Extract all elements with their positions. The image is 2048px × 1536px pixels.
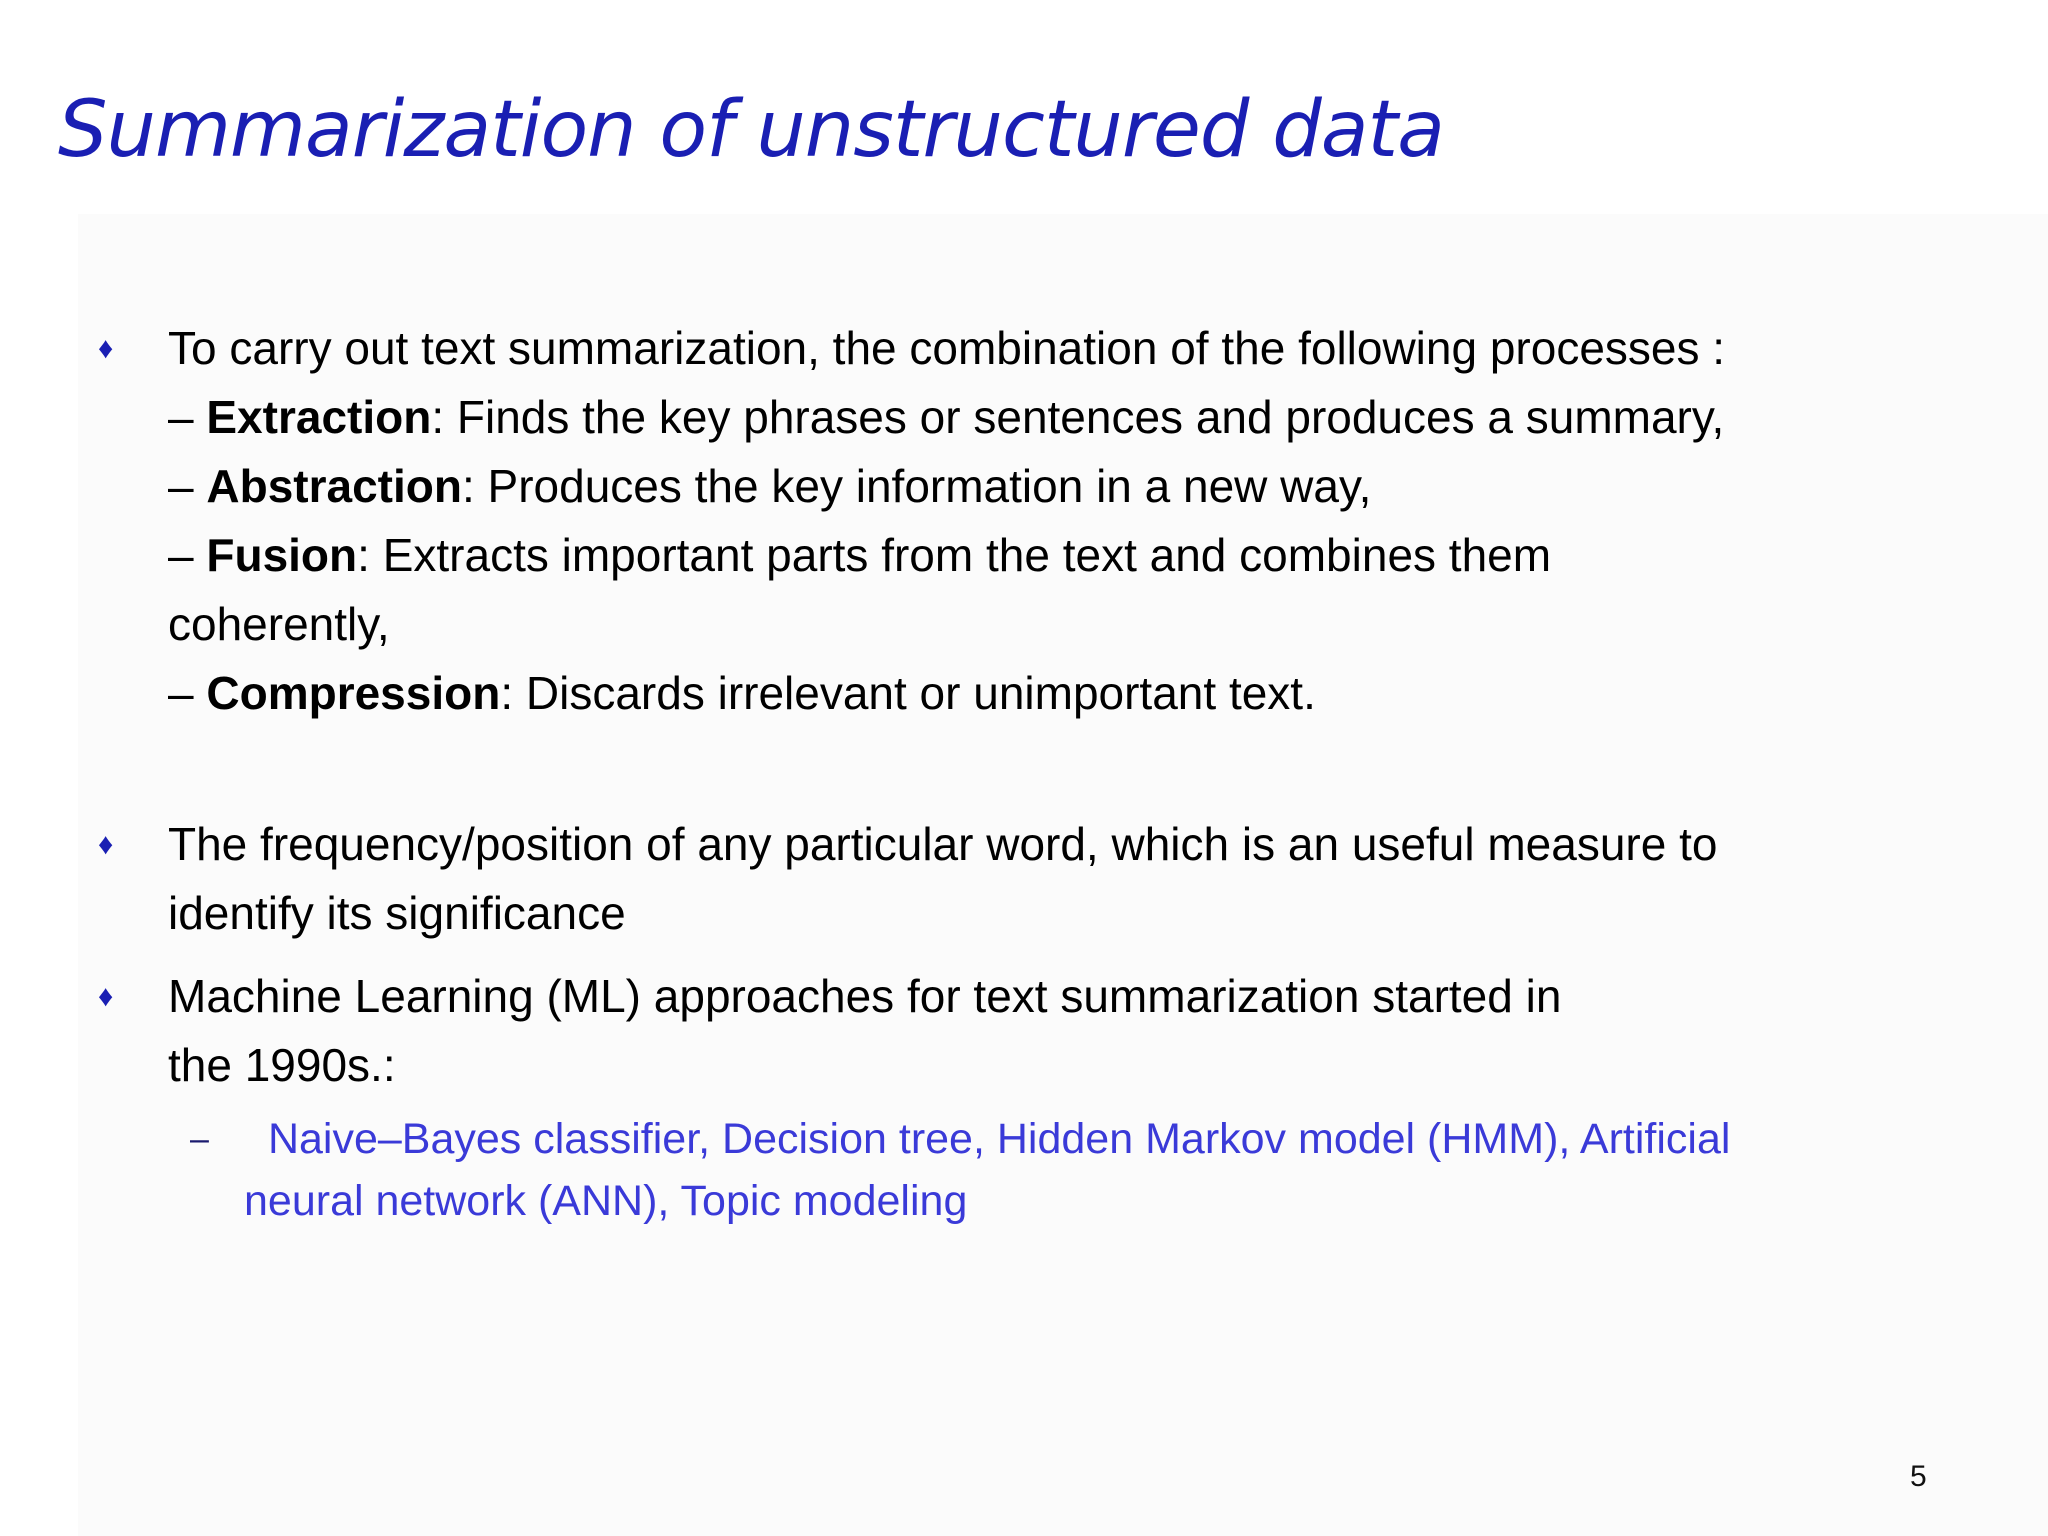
process-item-compression — [168, 659, 1998, 728]
bullet-text — [168, 810, 1998, 948]
bullet-line: identify its significance — [168, 887, 626, 939]
dash-marker: – — [168, 529, 207, 581]
process-term: Compression — [206, 667, 501, 719]
process-term: Extraction — [206, 391, 432, 443]
process-description: : Extracts important parts from the text and combines them — [357, 529, 1552, 581]
bullet-line: The frequency/position of any particular word, which is an useful measure to — [168, 818, 1718, 870]
dash-marker: – — [168, 667, 207, 719]
slide-title: Summarization of unstructured data — [58, 85, 1444, 175]
sub-bullet-line: Naive–Bayes classifier, Decision tree, Hidden Markov model (HMM), Artificial — [256, 1115, 1731, 1163]
dash-marker: – — [168, 460, 207, 512]
sub-bullet-text — [244, 1108, 1956, 1232]
process-item-fusion — [168, 521, 1998, 590]
dash-bullet-icon: – — [190, 1120, 209, 1158]
diamond-bullet-icon: ♦ — [98, 980, 114, 1013]
process-item-abstraction — [168, 452, 1998, 521]
process-item-extraction — [168, 383, 1998, 452]
process-item-fusion-continuation: coherently, — [168, 598, 390, 650]
diamond-bullet-icon: ♦ — [98, 332, 114, 365]
process-description: : Discards irrelevant or unimportant text. — [500, 667, 1316, 719]
bullet-intro: To carry out text summarization, the combination of the following processes : — [168, 322, 1726, 374]
bullet-line: Machine Learning (ML) approaches for text summarization started in — [168, 970, 1562, 1022]
diamond-bullet-icon: ♦ — [98, 828, 114, 861]
bullet-text — [168, 314, 1998, 728]
bullet-line: the 1990s.: — [168, 1039, 396, 1091]
bullet-text — [168, 962, 1998, 1100]
process-term: Fusion — [206, 529, 358, 581]
sub-bullet-line: neural network (ANN), Topic modeling — [244, 1177, 968, 1225]
dash-marker: – — [168, 391, 207, 443]
process-description: : Produces the key information in a new way, — [461, 460, 1372, 512]
process-description: : Finds the key phrases or sentences and produces a summary, — [431, 391, 1725, 443]
page-number: 5 — [1910, 1460, 1927, 1493]
process-term: Abstraction — [206, 460, 462, 512]
